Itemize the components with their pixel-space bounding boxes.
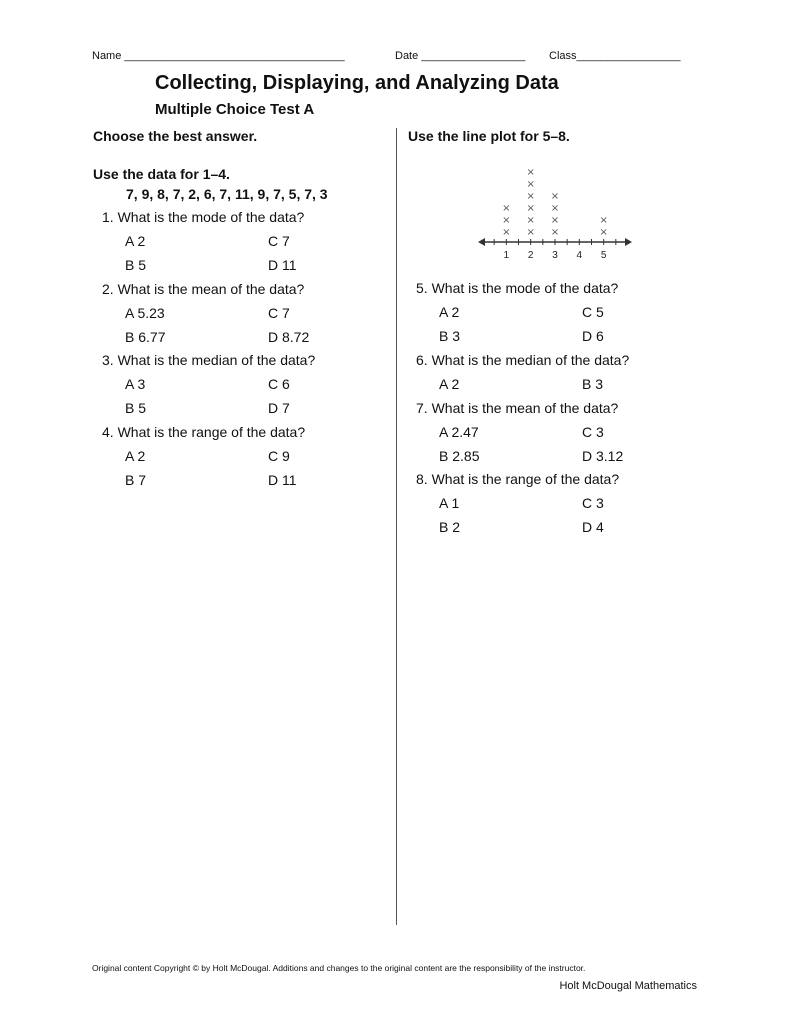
question-7: 7. What is the mean of the data? <box>416 400 619 416</box>
q3-option-c: C 6 <box>268 376 290 392</box>
lineplot-x-mark: × <box>599 215 608 226</box>
q4-option-a: A 2 <box>125 448 146 464</box>
q1-option-a: A 2 <box>125 233 146 249</box>
lineplot-x-mark: × <box>550 203 560 214</box>
q7-option-d: D 3.12 <box>582 448 624 464</box>
class-field <box>549 50 681 62</box>
q5-option-c: C 5 <box>582 304 604 320</box>
data-values: 7, 9, 8, 7, 2, 6, 7, 11, 9, 7, 5, 7, 3 <box>126 186 328 202</box>
q4-option-c: C 9 <box>268 448 290 464</box>
left-instruction: Choose the best answer. <box>93 128 258 144</box>
lineplot-x-mark: × <box>502 227 511 238</box>
q2-option-c: C 7 <box>268 305 290 321</box>
question-8: 8. What is the range of the data? <box>416 471 620 487</box>
q6-option-a: A 2 <box>439 376 460 392</box>
data-intro: Use the data for 1–4. <box>93 166 230 182</box>
question-1: 1. What is the mode of the data? <box>102 209 305 225</box>
lineplot-x-mark: × <box>526 167 535 178</box>
question-5: 5. What is the mode of the data? <box>416 280 619 296</box>
q7-option-b: B 2.85 <box>439 448 480 464</box>
question-6: 6. What is the median of the data? <box>416 352 630 368</box>
q3-option-b: B 5 <box>125 400 147 416</box>
class-label: Class <box>549 50 577 62</box>
lineplot-x-mark: × <box>550 191 560 202</box>
lineplot-x-mark: × <box>550 227 560 238</box>
lineplot-x-mark: × <box>526 203 535 214</box>
q7-option-c: C 3 <box>582 424 604 440</box>
date-blank: _________________ <box>421 50 526 62</box>
date-field <box>395 50 525 62</box>
q8-option-b: B 2 <box>439 519 461 535</box>
lineplot-arrow-right <box>625 238 632 246</box>
q5-option-b: B 3 <box>439 328 461 344</box>
name-field <box>92 50 345 62</box>
q2-option-d: D 8.72 <box>268 329 310 345</box>
class-blank: _________________ <box>576 50 681 62</box>
lineplot-tick-label: 3 <box>552 250 558 261</box>
lineplot-x-mark: × <box>550 215 560 226</box>
publisher-brand: Holt McDougal Mathematics <box>559 980 697 992</box>
question-3: 3. What is the median of the data? <box>102 352 316 368</box>
date-label: Date <box>395 50 419 62</box>
lineplot-tick-label: 5 <box>600 250 607 261</box>
q6-option-b: B 3 <box>582 376 604 392</box>
lineplot-x-mark: × <box>526 215 535 226</box>
lineplot-tick-label: 4 <box>576 250 583 261</box>
lineplot-x-mark: × <box>526 227 535 238</box>
q8-option-d: D 4 <box>582 519 604 535</box>
q8-option-c: C 3 <box>582 495 604 511</box>
q7-option-a: A 2.47 <box>439 424 479 440</box>
lineplot-x-mark: × <box>526 191 535 202</box>
lineplot-x-mark: × <box>502 215 511 226</box>
q5-option-a: A 2 <box>439 304 460 320</box>
question-2: 2. What is the mean of the data? <box>102 281 305 297</box>
lineplot-tick-label: 1 <box>503 250 510 261</box>
lineplot-arrow-left <box>478 238 485 246</box>
q1-option-b: B 5 <box>125 257 147 273</box>
name-label: Name <box>92 50 122 62</box>
q1-option-d: D 11 <box>268 257 297 273</box>
line-plot <box>470 158 640 264</box>
page-title: Collecting, Displaying, and Analyzing Data <box>155 72 559 94</box>
q4-option-b: B 7 <box>125 472 147 488</box>
lineplot-x-mark: × <box>502 203 511 214</box>
q3-option-d: D 7 <box>268 400 290 416</box>
question-4: 4. What is the range of the data? <box>102 424 306 440</box>
lineplot-x-mark: × <box>599 227 608 238</box>
q3-option-a: A 3 <box>125 376 146 392</box>
q1-option-c: C 7 <box>268 233 290 249</box>
column-divider <box>396 128 397 925</box>
right-instruction: Use the line plot for 5–8. <box>408 128 570 144</box>
q2-option-b: B 6.77 <box>125 329 166 345</box>
copyright-notice: Original content Copyright © by Holt McDougal. Additions and changes to the original content are the responsibility of the instructor. <box>92 963 586 973</box>
q8-option-a: A 1 <box>439 495 460 511</box>
q5-option-d: D 6 <box>582 328 604 344</box>
lineplot-x-mark: × <box>526 179 535 190</box>
q2-option-a: A 5.23 <box>125 305 165 321</box>
page-subtitle: Multiple Choice Test A <box>155 101 315 118</box>
lineplot-tick-label: 2 <box>527 250 534 261</box>
q4-option-d: D 11 <box>268 472 297 488</box>
name-blank: ____________________________________ <box>124 50 345 62</box>
